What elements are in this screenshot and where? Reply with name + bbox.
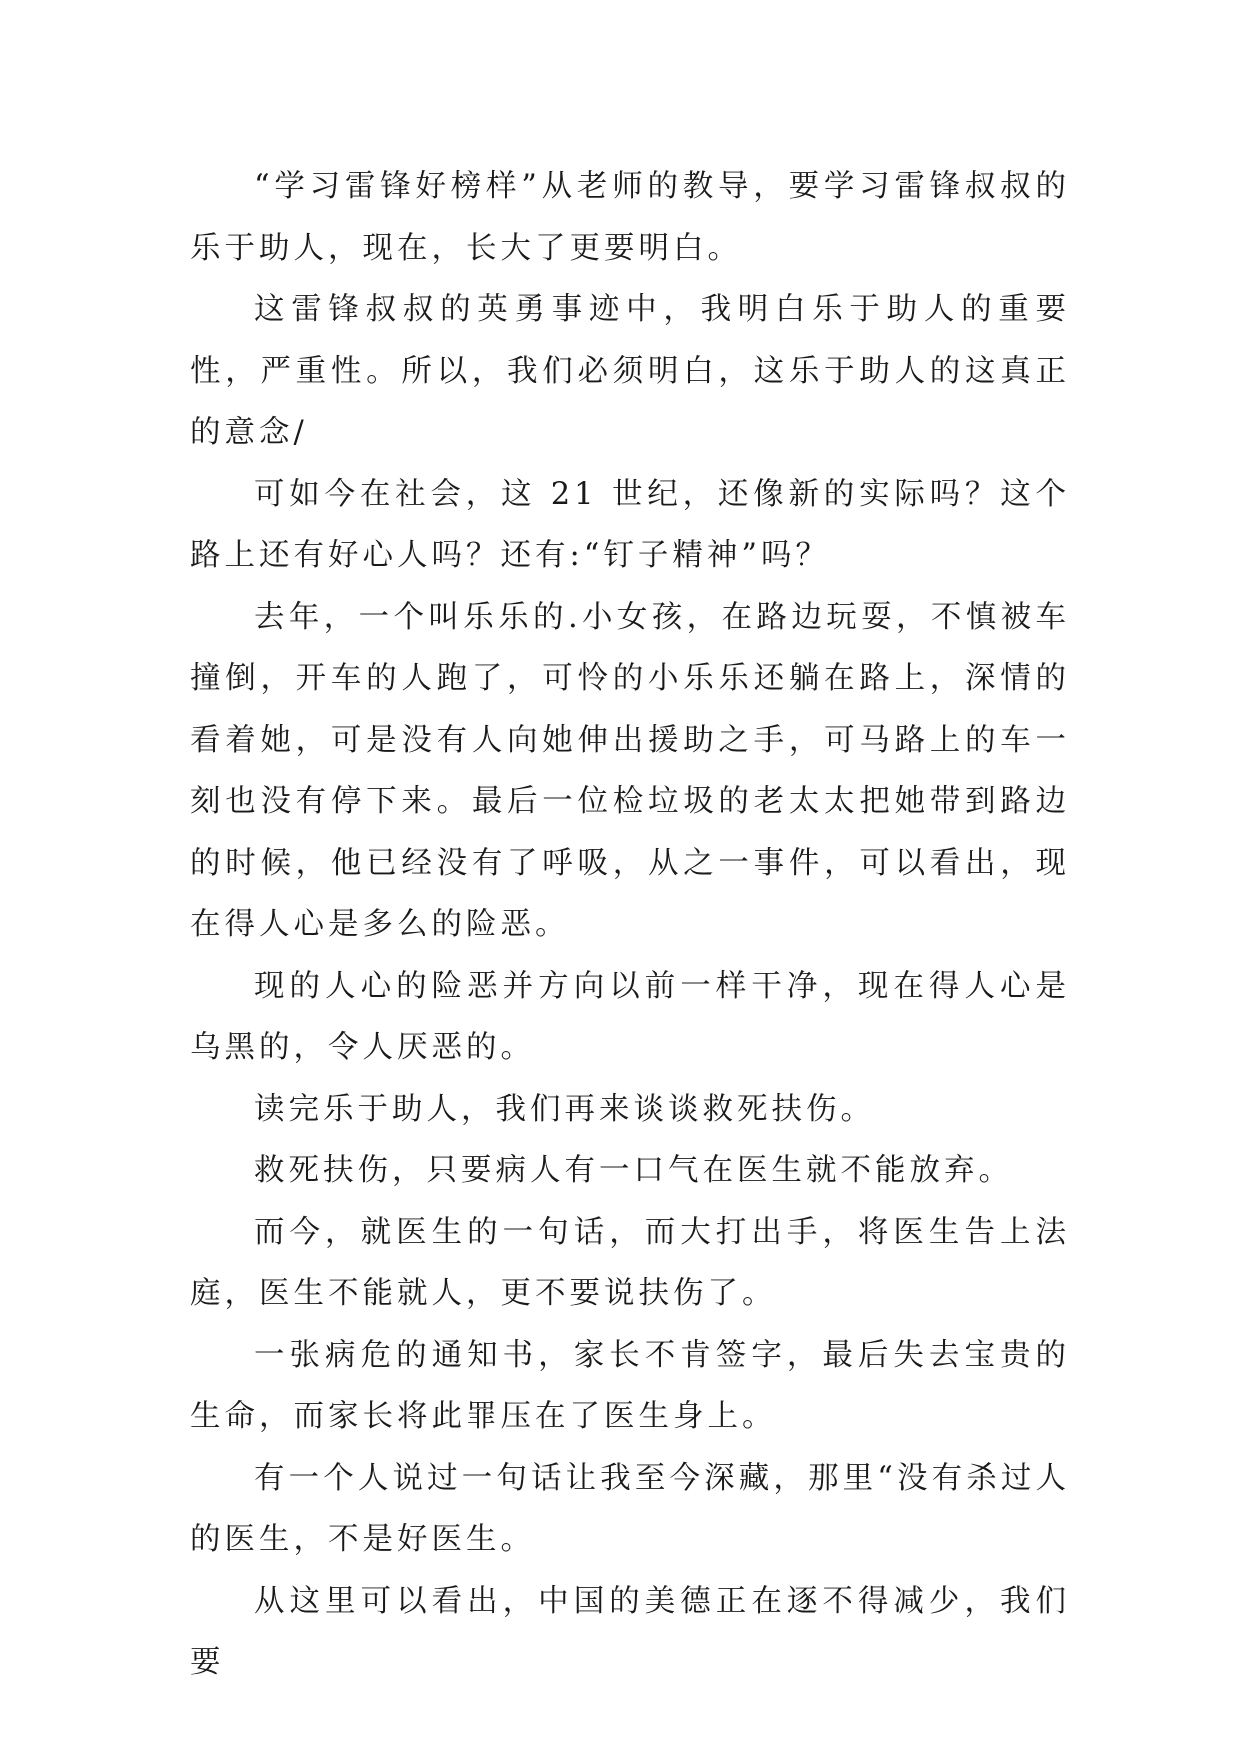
paragraph-6: 读完乐于助人，我们再来谈谈救死扶伤。: [254, 1091, 875, 1127]
document-body: [190, 156, 1070, 1694]
paragraph-8: 而今，就医生的一句话，而大打出手，将医生告上法庭，医生不能就人，更不要说扶伤了。: [190, 1214, 1070, 1311]
paragraph-4: 去年，一个叫乐乐的.小女孩，在路边玩耍，不慎被车撞倒，开车的人跑了，可怜的小乐乐还躺在路上，深情的看着她，可是没有人向她伸出援助之手，可马路上的车一刻也没有停下来。最后一位检垃圾的老太太把她带到路边的时候，他已经没有了呼吸，从之一事件，可以看出，现在得人心是多么的险恶。: [190, 599, 1070, 942]
paragraph-5: 现的人心的险恶并方向以前一样干净，现在得人心是乌黑的，令人厌恶的。: [190, 968, 1070, 1065]
paragraph-11: 从这里可以看出，中国的美德正在逐不得减少，我们要: [190, 1583, 1070, 1680]
paragraph-7: 救死扶伤，只要病人有一口气在医生就不能放弃。: [254, 1153, 1013, 1188]
paragraph-3: 可如今在社会，这 21 世纪，还像新的实际吗？这个路上还有好心人吗？还有:“钉子精神”吗？: [190, 476, 1070, 573]
paragraph-2: 这雷锋叔叔的英勇事迹中，我明白乐于助人的重要性，严重性。所以，我们必须明白，这乐于助人的这真正的意念/: [190, 292, 1070, 450]
paragraph-10: 有一个人说过一句话让我至今深藏，那里“没有杀过人的医生，不是好医生。: [190, 1460, 1070, 1557]
paragraph-9: 一张病危的通知书，家长不肯签字，最后失去宝贵的生命，而家长将此罪压在了医生身上。: [190, 1337, 1070, 1434]
paragraph-1: “学习雷锋好榜样”从老师的教导，要学习雷锋叔叔的乐于助人，现在，长大了更要明白。: [190, 169, 1070, 266]
